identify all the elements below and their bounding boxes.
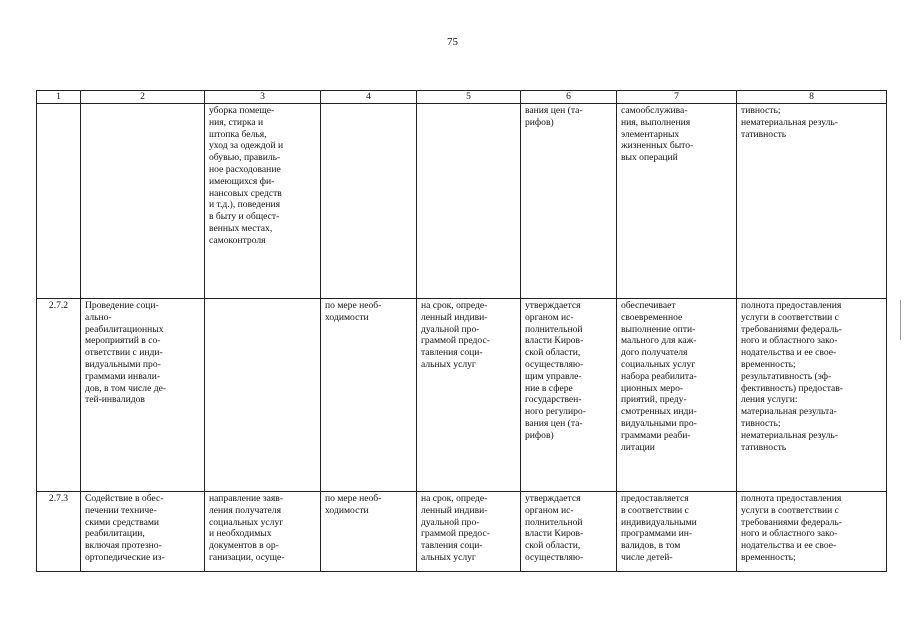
table-cell: направление заяв- ления получателя социальных услуг и необходимых документов в ор- ганизации, осуще- [205,492,321,572]
table-row [37,299,887,492]
table-row [37,104,887,299]
table-row [37,492,887,572]
table-cell: вания цен (та- рифов) [521,104,617,299]
table-cell: предоставляется в соответствии с индивидуальными программами ин- валидов, в том числе детей- [617,492,737,572]
scan-edge-mark [900,300,901,340]
table-cell [37,104,81,299]
header-row [37,91,887,104]
column-header-1: 1 [37,91,81,104]
table-cell: самообслужива- ния, выполнения элементарных жизненных быто- вых операций [617,104,737,299]
table-cell: полнота предоставления услуги в соответствии с требованиями федераль- ного и областного зако- нодательства и ее свое- временность; результативность (эф- фективность) предостав- ления услуги: материальная результа- тивность; нематериальная резуль- тативность [737,299,887,492]
services-table [36,90,887,572]
column-header-2: 2 [81,91,205,104]
table-cell: тивность; нематериальная резуль- тативность [737,104,887,299]
row-number-2-7-2: 2.7.2 [37,299,81,492]
table-cell: утверждается органом ис- полнительной власти Киров- ской области, осуществляю- щим управле- ние в сфере государствен- ного регулиро- вания цен (та- рифов) [521,299,617,492]
row-number-2-7-3: 2.7.3 [37,492,81,572]
table-cell: уборка помеще- ния, стирка и штопка белья, уход за одеждой и обувью, правиль- ное расходование имеющихся фи- нансовых средств и т.д.), поведения в быту и общест- венных местах, самоконтроля [205,104,321,299]
table-cell [205,299,321,492]
table-cell: по мере необ- ходимости [321,299,417,492]
table-cell: полнота предоставления услуги в соответствии с требованиями федераль- ного и областного зако- нодательства и ее свое- временность; [737,492,887,572]
column-header-3: 3 [205,91,321,104]
table-cell [417,104,521,299]
table-cell: на срок, опреде- ленный индиви- дуальной про- граммой предос- тавления соци- альных услуг [417,492,521,572]
column-header-7: 7 [617,91,737,104]
table-cell: на срок, опреде- ленный индиви- дуальной про- граммой предос- тавления соци- альных услуг [417,299,521,492]
table-cell [81,104,205,299]
table-cell: по мере необ- ходимости [321,492,417,572]
column-header-6: 6 [521,91,617,104]
page-number: 75 [447,36,458,48]
column-header-5: 5 [417,91,521,104]
table-cell: утверждается органом ис- полнительной власти Киров- ской области, осуществляю- [521,492,617,572]
column-header-8: 8 [737,91,887,104]
table-cell: Содействие в обес- печении техниче- скими средствами реабилитации, включая протезно- ортопедические из- [81,492,205,572]
table-cell [321,104,417,299]
table-cell: Проведение соци- ально- реабилитационных мероприятий в со- ответствии с инди- видуальными про- граммами инвали- дов, в том числе де- тей-инвалидов [81,299,205,492]
table-cell: обеспечивает своевременное выполнение опти- мального для каж- дого получателя социальных услуг набора реабилита- ционных меро- приятий, преду- смотренных инди- видуальными про- граммами реаби- литации [617,299,737,492]
column-header-4: 4 [321,91,417,104]
